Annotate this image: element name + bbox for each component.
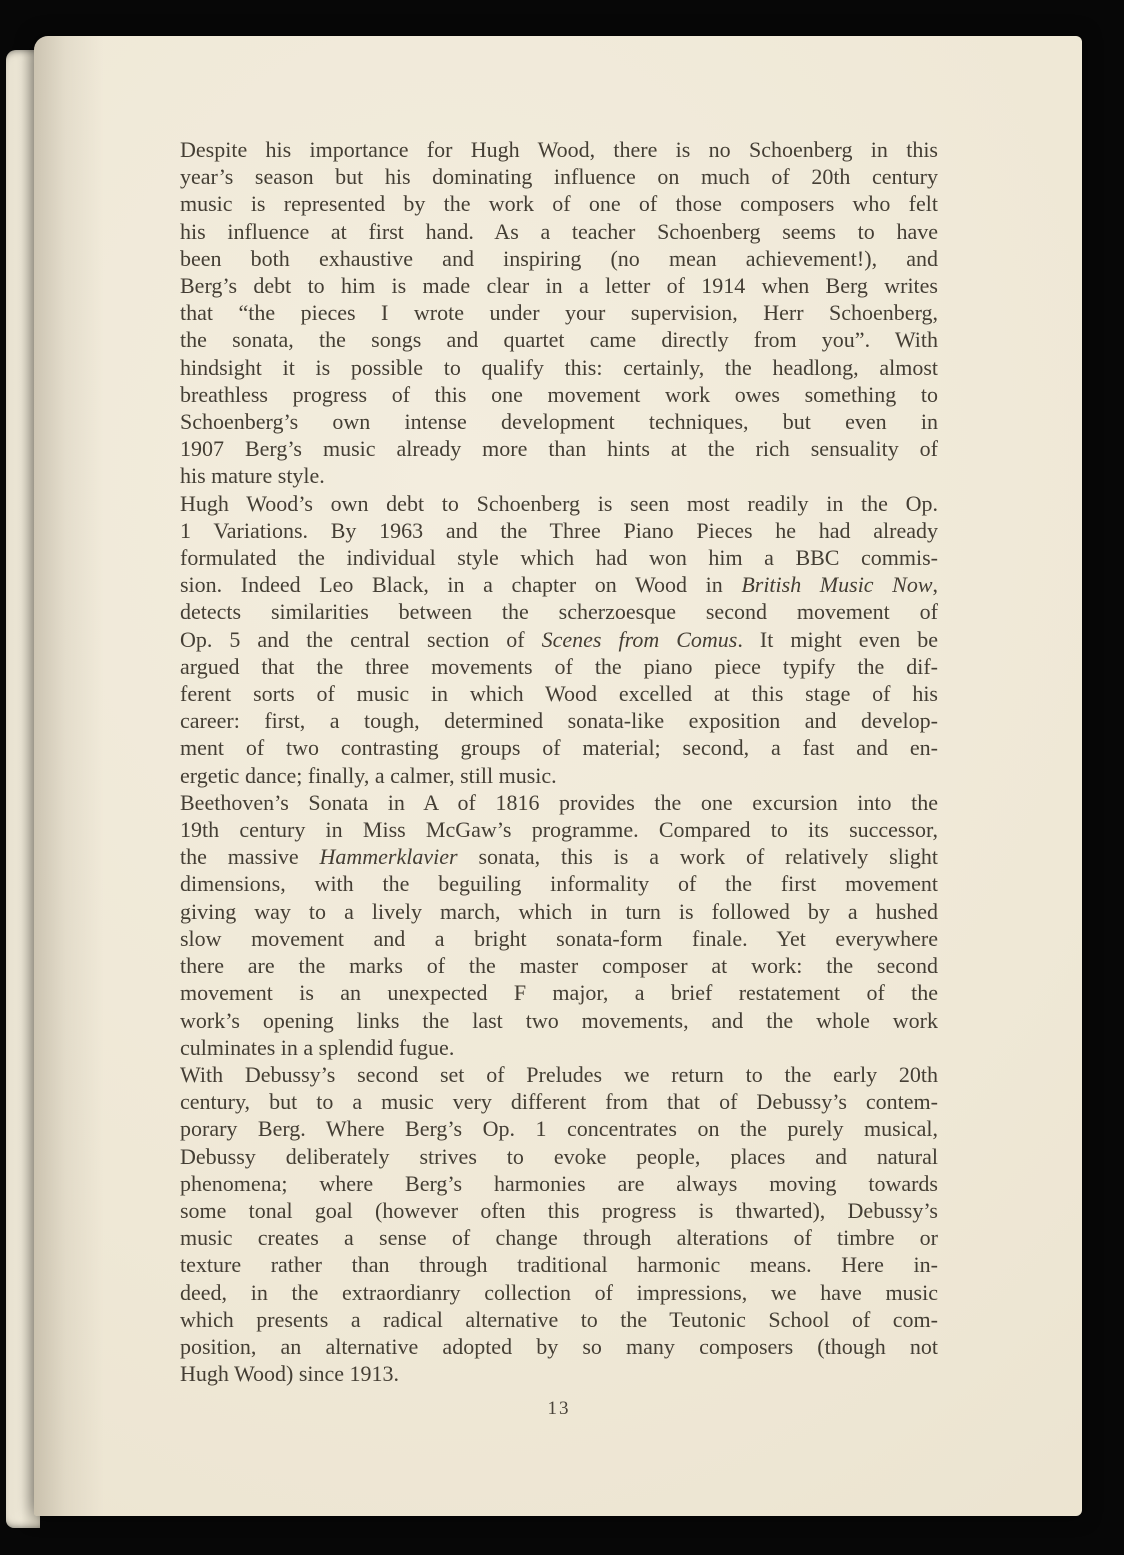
text-line: music creates a sense of change through alterations of timbre or — [180, 1225, 938, 1251]
paragraph — [180, 1061, 938, 1387]
text-line: that “the pieces I wrote under your supervision, Herr Schoenberg, — [180, 300, 938, 326]
text-line: his influence at first hand. As a teacher Schoenberg seems to have — [180, 218, 938, 244]
text-line: ment of two contrasting groups of material; second, a fast and en- — [180, 735, 938, 761]
text-line: ferent sorts of music in which Wood excelled at this stage of his — [180, 681, 938, 707]
text-line: phenomena; where Berg’s harmonies are always moving towards — [180, 1170, 938, 1196]
text-line: porary Berg. Where Berg’s Op. 1 concentrates on the purely musical, — [180, 1116, 938, 1142]
page-number: 13 — [547, 1398, 571, 1419]
text-line: deed, in the extraordianry collection of impressions, we have music — [180, 1279, 938, 1305]
gutter-shadow — [34, 36, 104, 1516]
text-line: sion. Indeed Leo Black, in a chapter on Wood in British Music Now, — [180, 572, 939, 598]
text-line: With Debussy’s second set of Preludes we return to the early 20th — [180, 1061, 938, 1087]
text-line: music is represented by the work of one of those composers who felt — [180, 191, 938, 217]
text-line: position, an alternative adopted by so many composers (though not — [180, 1333, 938, 1359]
text-line: work’s opening links the last two movements, and the whole work — [180, 1007, 938, 1033]
text-line: slow movement and a bright sonata-form finale. Yet everywhere — [180, 925, 938, 951]
text-line: his mature style. — [180, 463, 325, 489]
text-line: Hugh Wood’s own debt to Schoenberg is seen most readily in the Op. — [180, 490, 938, 516]
text-line: ergetic dance; finally, a calmer, still music. — [180, 762, 557, 788]
text-line: Debussy deliberately strives to evoke people, places and natural — [180, 1143, 938, 1169]
book-page — [34, 36, 1082, 1516]
paragraph — [180, 490, 938, 789]
text-line: culminates in a splendid fugue. — [180, 1034, 455, 1060]
text-line: hindsight it is possible to qualify this: certainly, the headlong, almost — [180, 354, 938, 380]
text-line: Despite his importance for Hugh Wood, there is no Schoenberg in this — [180, 137, 938, 162]
text-line: 1 Variations. By 1963 and the Three Piano Pieces he had already — [180, 517, 938, 543]
text-line: the massive Hammerklavier sonata, this is a work of relatively slight — [180, 844, 938, 870]
text-line: career: first, a tough, determined sonata-like exposition and develop- — [180, 708, 938, 734]
text-line: texture rather than through traditional harmonic means. Here in- — [180, 1252, 938, 1278]
text-line: some tonal goal (however often this progress is thwarted), Debussy’s — [180, 1197, 938, 1223]
text-line: there are the marks of the master composer at work: the second — [180, 953, 938, 979]
text-line: detects similarities between the scherzoesque second movement of — [180, 599, 938, 625]
text-line: 1907 Berg’s music already more than hints at the rich sensuality of — [180, 436, 938, 462]
text-line: century, but to a music very different from that of Debussy’s contem- — [180, 1089, 938, 1115]
text-line: Beethoven’s Sonata in A of 1816 provides the one excursion into the — [180, 789, 938, 815]
text-line: year’s season but his dominating influence on much of 20th century — [180, 164, 938, 190]
text-line: breathless progress of this one movement work owes something to — [180, 381, 938, 407]
text-line: 19th century in Miss McGaw’s programme. Compared to its successor, — [180, 817, 938, 843]
text-line: the sonata, the songs and quartet came directly from you”. With — [180, 327, 938, 353]
text-line: movement is an unexpected F major, a brief restatement of the — [180, 980, 938, 1006]
paragraph — [180, 136, 938, 490]
text-line: Berg’s debt to him is made clear in a letter of 1914 when Berg writes — [180, 273, 938, 299]
text-line: giving way to a lively march, which in turn is followed by a hushed — [180, 898, 938, 924]
text-line: dimensions, with the beguiling informality of the first movement — [180, 871, 938, 897]
text-line: Hugh Wood) since 1913. — [180, 1361, 400, 1387]
text-line: been both exhaustive and inspiring (no mean achievement!), and — [180, 245, 938, 271]
text-block — [180, 136, 938, 1387]
paragraph — [180, 789, 938, 1061]
text-line: Op. 5 and the central section of Scenes from Comus. It might even be — [180, 626, 938, 652]
text-line: argued that the three movements of the piano piece typify the dif- — [180, 653, 938, 679]
text-line: Schoenberg’s own intense development techniques, but even in — [180, 409, 938, 435]
text-line: formulated the individual style which had won him a BBC commis- — [180, 545, 938, 571]
text-line: which presents a radical alternative to the Teutonic School of com- — [180, 1306, 938, 1332]
